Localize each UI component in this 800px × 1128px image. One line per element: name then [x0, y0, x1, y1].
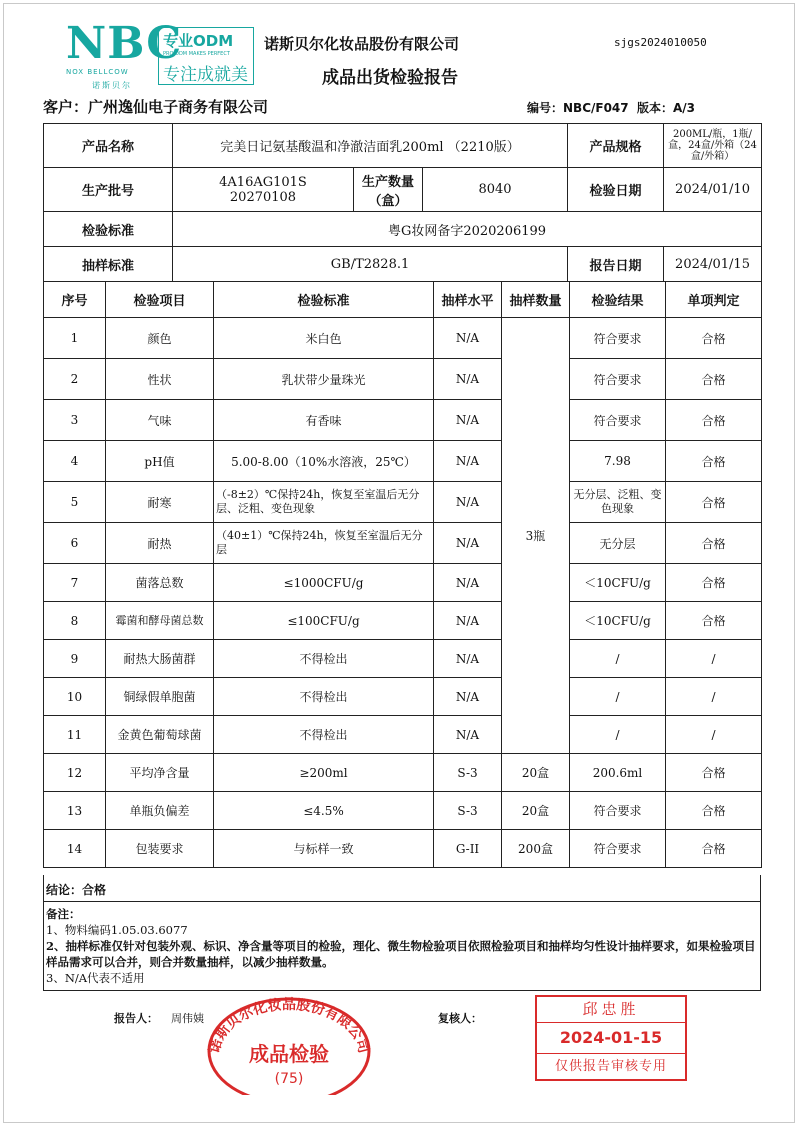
row-judge: 合格 [666, 400, 762, 441]
row-qty: 20盒 [502, 754, 570, 792]
row-standard: 不得检出 [214, 678, 434, 716]
batch-line1: 4A16AG101S [219, 174, 307, 190]
row-item: 性状 [106, 359, 214, 400]
spec-value: 200ML/瓶，1瓶/盒，24盒/外箱（24盒/外箱） [664, 124, 762, 168]
row-item: 金黄色葡萄球菌 [106, 716, 214, 754]
row-judge: 合格 [666, 564, 762, 602]
header-standard: 检验标准 [214, 282, 434, 318]
review-stamp-name: 邱忠胜 [537, 997, 685, 1023]
row-level: S-3 [434, 792, 502, 830]
row-result: 符合要求 [570, 792, 666, 830]
product-name-value: 完美日记氨基酸温和净澈洁面乳200ml （2210版） [173, 124, 568, 168]
company-name: 诺斯贝尔化妆品股份有限公司 [264, 35, 460, 53]
row-no: 10 [44, 678, 106, 716]
inspect-date-value: 2024/01/10 [664, 168, 762, 212]
header-level: 抽样水平 [434, 282, 502, 318]
row-judge: 合格 [666, 482, 762, 523]
row-judge: 合格 [666, 523, 762, 564]
row-item: 单瓶负偏差 [106, 792, 214, 830]
table-row [44, 602, 762, 640]
notes-line1: 1、物料编码1.05.03.6077 [46, 923, 188, 937]
form-version: 版本：A/3 [637, 101, 696, 115]
row-standard: 不得检出 [214, 640, 434, 678]
row-standard: （-8±2）℃保持24h，恢复至室温后无分层、泛粗、变色现象 [214, 482, 434, 523]
table-row [44, 716, 762, 754]
reviewer-label: 复核人： [438, 1012, 482, 1025]
row-no: 13 [44, 792, 106, 830]
company-seal [205, 995, 373, 1095]
row-result: 符合要求 [570, 830, 666, 868]
row-result: 无分层 [570, 523, 666, 564]
table-row [44, 830, 762, 868]
batch-line2: 20270108 [229, 189, 297, 205]
row-judge: 合格 [666, 792, 762, 830]
row-level: N/A [434, 400, 502, 441]
row-item: 铜绿假单胞菌 [106, 678, 214, 716]
row-item: 菌落总数 [106, 564, 214, 602]
row-judge: 合格 [666, 754, 762, 792]
logo-chinese: 诺斯贝尔 [92, 81, 132, 90]
row-no: 4 [44, 441, 106, 482]
table-row [44, 482, 762, 523]
row-item: 颜色 [106, 318, 214, 359]
odm-badge-line1: 专业ODM [163, 32, 234, 50]
table-row [44, 564, 762, 602]
row-item: 气味 [106, 400, 214, 441]
row-level: N/A [434, 482, 502, 523]
header-result: 检验结果 [570, 282, 666, 318]
row-no: 9 [44, 640, 106, 678]
row-result: / [570, 716, 666, 754]
table-row [44, 523, 762, 564]
row-no: 14 [44, 830, 106, 868]
notes-box [43, 902, 761, 991]
row-result: 无分层、泛粗、变色现象 [570, 482, 666, 523]
row-judge: / [666, 716, 762, 754]
row-result: / [570, 640, 666, 678]
row-no: 1 [44, 318, 106, 359]
table-row [44, 359, 762, 400]
table-row [44, 678, 762, 716]
row-item: pH值 [106, 441, 214, 482]
row-level: N/A [434, 640, 502, 678]
odm-badge-line3: 专注成就美 [163, 65, 248, 85]
odm-badge-line2: PRO ODM MAKES PERFECT [163, 51, 230, 57]
seal-center-text: 成品检验 [249, 1042, 329, 1066]
row-judge: 合格 [666, 602, 762, 640]
spec-label: 产品规格 [568, 124, 664, 168]
header-judge: 单项判定 [666, 282, 762, 318]
row-result: 符合要求 [570, 318, 666, 359]
row-standard: 5.00-8.00（10%水溶液，25℃） [214, 441, 434, 482]
row-level: N/A [434, 602, 502, 640]
table-row [44, 792, 762, 830]
reporter-label: 报告人： [114, 1012, 158, 1025]
row-standard: 米白色 [214, 318, 434, 359]
row-level: N/A [434, 564, 502, 602]
table-row [44, 441, 762, 482]
review-stamp-date: 2024-01-15 [559, 1028, 663, 1047]
review-stamp-note: 仅供报告审核专用 [537, 1053, 685, 1080]
standard-value: 粤G妆网备字2020206199 [173, 212, 762, 247]
row-no: 7 [44, 564, 106, 602]
row-no: 5 [44, 482, 106, 523]
row-item: 包装要求 [106, 830, 214, 868]
row-no: 11 [44, 716, 106, 754]
row-no: 8 [44, 602, 106, 640]
row-standard: ≥200ml [214, 754, 434, 792]
report-date-value: 2024/01/15 [664, 247, 762, 282]
row-standard: 有香味 [214, 400, 434, 441]
odm-badge [158, 27, 254, 85]
batch-label: 生产批号 [44, 168, 173, 212]
table-row [44, 640, 762, 678]
row-level: N/A [434, 716, 502, 754]
row-result: 符合要求 [570, 359, 666, 400]
conclusion: 结论：合格 [43, 875, 761, 902]
row-standard: ≤4.5% [214, 792, 434, 830]
row-judge: / [666, 640, 762, 678]
row-result: ＜10CFU/g [570, 564, 666, 602]
row-standard: （40±1）℃保持24h，恢复至室温后无分层 [214, 523, 434, 564]
header-qty: 抽样数量 [502, 282, 570, 318]
row-level: N/A [434, 678, 502, 716]
row-no: 12 [44, 754, 106, 792]
row-result: 符合要求 [570, 400, 666, 441]
table-row [44, 754, 762, 792]
row-qty: 20盒 [502, 792, 570, 830]
row-judge: 合格 [666, 830, 762, 868]
row-result: ＜10CFU/g [570, 602, 666, 640]
product-info-table [43, 123, 762, 282]
row-level: S-3 [434, 754, 502, 792]
report-date-label: 报告日期 [568, 247, 664, 282]
logo-subtitle: NOX BELLCOW [66, 68, 129, 76]
table-row [44, 318, 762, 359]
row-standard: 乳状带少量珠光 [214, 359, 434, 400]
row-level: N/A [434, 523, 502, 564]
inspect-date-label: 检验日期 [568, 168, 664, 212]
row-no: 2 [44, 359, 106, 400]
row-no: 3 [44, 400, 106, 441]
header-item: 检验项目 [106, 282, 214, 318]
seal-ring-text: 诺斯贝尔化妆品股份有限公司 [206, 997, 372, 1055]
notes-title: 备注： [46, 907, 81, 921]
notes-line2: 2、抽样标准仅针对包装外观、标识、净含量等项目的检验，理化、微生物检验项目依照检验项目和抽样均匀性设计抽样要求，如果检验项目样品需求可以合并，则合并数量抽样，以减少抽样数量。 [46, 939, 756, 969]
merged-sample-qty: 3瓶 [502, 318, 570, 754]
notes-line3: 3、N/A代表不适用 [46, 971, 145, 985]
row-item: 耐寒 [106, 482, 214, 523]
row-standard: 不得检出 [214, 716, 434, 754]
document-number: sjgs2024010050 [614, 36, 707, 49]
sampling-label: 抽样标准 [44, 247, 173, 282]
row-standard: 与标样一致 [214, 830, 434, 868]
review-stamp [535, 995, 687, 1081]
row-item: 霉菌和酵母菌总数 [106, 602, 214, 640]
row-judge: 合格 [666, 359, 762, 400]
table-row [44, 400, 762, 441]
logo-text: NBC [66, 18, 183, 69]
row-qty: 200盒 [502, 830, 570, 868]
reporter-name: 周伟姨 [171, 1012, 204, 1025]
inspection-table [43, 281, 762, 868]
row-level: N/A [434, 318, 502, 359]
row-standard: ≤100CFU/g [214, 602, 434, 640]
row-result: 200.6ml [570, 754, 666, 792]
row-judge: / [666, 678, 762, 716]
seal-number: (75) [274, 1071, 304, 1087]
row-item: 耐热 [106, 523, 214, 564]
row-no: 6 [44, 523, 106, 564]
batch-value [173, 168, 354, 212]
row-level: N/A [434, 359, 502, 400]
row-item: 平均净含量 [106, 754, 214, 792]
form-code: 编号：NBC/F047 [527, 101, 629, 115]
row-judge: 合格 [666, 441, 762, 482]
page-title: 成品出货检验报告 [322, 68, 458, 88]
header-no: 序号 [44, 282, 106, 318]
standard-label: 检验标准 [44, 212, 173, 247]
row-level: G-II [434, 830, 502, 868]
row-result: / [570, 678, 666, 716]
row-judge: 合格 [666, 318, 762, 359]
row-item: 耐热大肠菌群 [106, 640, 214, 678]
row-standard: ≤1000CFU/g [214, 564, 434, 602]
row-result: 7.98 [570, 441, 666, 482]
sampling-value: GB/T2828.1 [173, 247, 568, 282]
product-name-label: 产品名称 [44, 124, 173, 168]
quantity-value: 8040 [423, 168, 568, 212]
row-level: N/A [434, 441, 502, 482]
customer-name: 客户：广州逸仙电子商务有限公司 [43, 98, 269, 116]
quantity-label: 生产数量（盒） [354, 168, 423, 212]
